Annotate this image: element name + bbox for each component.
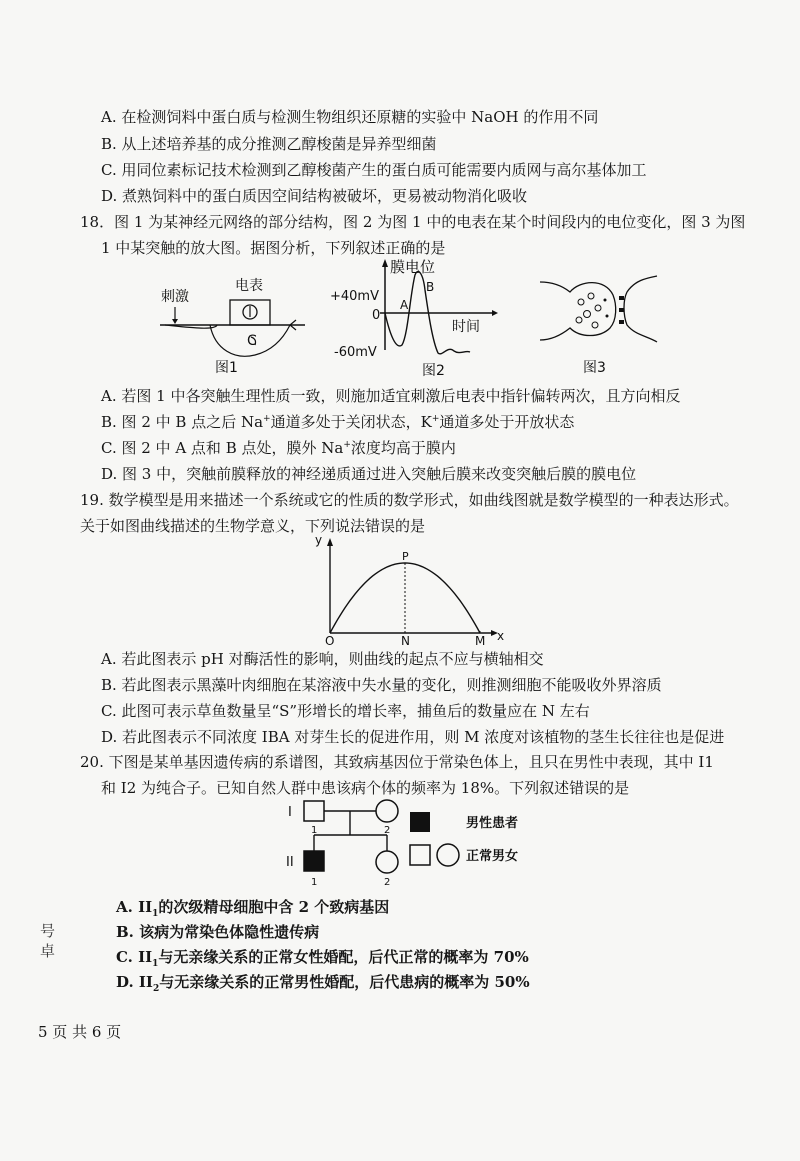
legend-normal-label: 正常男女 <box>466 849 519 864</box>
chart-x-tick-n: N <box>401 634 410 648</box>
pedigree-i2-num: 2 <box>384 825 391 836</box>
q18-option-c: C. 图 2 中 A 点和 B 点处，膜外 Na+浓度均高于膜内 <box>101 439 456 457</box>
fig2-point-b: B <box>426 280 435 294</box>
page-footer: 5 页 共 6 页 <box>38 1023 122 1041</box>
fig1-label-meter: 电表 <box>235 278 263 294</box>
chart-origin-label: O <box>325 634 335 648</box>
q18-option-a: A. 若图 1 中各突触生理性质一致，则施加适宜刺激后电表中指针偏转两次，且方向相反 <box>101 387 681 405</box>
margin-char-1: 号 <box>40 922 56 940</box>
fig3-caption: 图3 <box>583 360 606 376</box>
chart-peak-label: P <box>402 550 409 563</box>
fig2-point-a: A <box>400 298 409 312</box>
q19-curve-chart <box>305 528 510 646</box>
q19-stem-line1: 19. 数学模型是用来描述一个系统或它的性质的数学形式，如曲线图就是数学模型的一种表达形式。 <box>80 491 739 509</box>
fig2-y-top: +40mV <box>330 289 379 304</box>
q17-option-d: D. 煮熟饲料中的蛋白质因空间结构被破坏，更易被动物消化吸收 <box>101 187 528 205</box>
figure-3-synapse <box>535 270 660 380</box>
q18-stem-line1: 18．图 1 为某神经元网络的部分结构，图 2 为图 1 中的电表在某个时间段内的电位变化，图 3 为图 <box>80 213 746 231</box>
q20-option-a: A. $II_1$的次级精母细胞中含 2 个致病基因 <box>116 898 390 919</box>
pedigree-ii2-num: 2 <box>384 877 391 888</box>
q19-option-a: A. 若此图表示 pH 对酶活性的影响，则曲线的起点不应与横轴相交 <box>101 650 544 668</box>
q17-option-b: B. 从上述培养基的成分推测乙醇梭菌是异养型细菌 <box>101 135 437 153</box>
pedigree-ii2-female-normal <box>376 851 398 873</box>
q20-option-c: C. $II_1$与无亲缘关系的正常女性婚配，后代正常的概率为 70% <box>116 948 529 969</box>
legend-affected-symbol <box>410 812 430 832</box>
chart-y-label: y <box>315 533 323 547</box>
chart-series-curve <box>330 563 480 633</box>
q20-option-b: B. 该病为常染色体隐性遗传病 <box>116 923 320 941</box>
fig2-x-title: 时间 <box>452 319 480 335</box>
q17-option-a: A. 在检测饲料中蛋白质与检测生物组织还原糖的实验中 NaOH 的作用不同 <box>101 108 599 126</box>
fig2-y-title: 膜电位 <box>390 258 436 276</box>
fig2-caption: 图2 <box>422 363 445 379</box>
q18-option-b: B. 图 2 中 B 点之后 Na+通道多处于关闭状态，K+通道多处于开放状态 <box>101 413 575 431</box>
legend-normal-male-symbol <box>410 845 430 865</box>
pedigree-i1-male-normal <box>304 801 324 821</box>
q19-option-d: D. 若此图表示不同浓度 IBA 对芽生长的促进作用，则 M 浓度对该植物的茎生长往往也是促进 <box>101 728 725 746</box>
q17-option-c: C. 用同位素标记技术检测到乙醇梭菌产生的蛋白质可能需要内质网与高尔基体加工 <box>101 161 647 179</box>
q20-pedigree <box>280 795 550 895</box>
chart-x-label: x <box>497 629 505 643</box>
legend-normal-female-symbol <box>437 844 459 866</box>
pedigree-ii1-num: 1 <box>311 877 318 888</box>
figure-2-membrane-potential <box>330 255 505 380</box>
pedigree-i2-female-normal <box>376 800 398 822</box>
fig1-caption: 图1 <box>215 360 238 376</box>
q20-stem-line1: 20. 下图是某单基因遗传病的系谱图，其致病基因位于常染色体上，且只在男性中表现，其中 I1 <box>80 753 714 771</box>
q18-stem-line2: 1 中某突触的放大图。据图分析，下列叙述正确的是 <box>101 239 446 257</box>
fig1-label-stimulus: 刺激 <box>161 289 189 305</box>
q18-option-d: D. 图 3 中，突触前膜释放的神经递质通过进入突触后膜来改变突触后膜的膜电位 <box>101 465 637 483</box>
q20-option-d: D. $II_2$与无亲缘关系的正常男性婚配，后代患病的概率为 50% <box>116 973 530 994</box>
pedigree-i1-num: 1 <box>311 825 318 836</box>
q19-option-c: C. 此图可表示草鱼数量呈“S”形增长的增长率，捕鱼后的数量应在 N 左右 <box>101 702 590 720</box>
pedigree-gen-1: I <box>288 805 292 820</box>
q20-stem-line2: 和 I2 为纯合子。已知自然人群中患该病个体的频率为 18%。下列叙述错误的是 <box>101 779 630 797</box>
q19-option-b: B. 若此图表示黑藻叶肉细胞在某溶液中失水量的变化，则推测细胞不能吸收外界溶质 <box>101 676 662 694</box>
chart-x-tick-m: M <box>475 634 486 648</box>
fig2-y-bottom: -60mV <box>334 345 377 360</box>
legend-affected-label: 男性患者 <box>466 816 519 831</box>
fig2-y-zero: 0 <box>372 308 381 323</box>
pedigree-gen-2: II <box>286 855 294 870</box>
pedigree-ii1-male-affected <box>304 851 324 871</box>
margin-char-2: 卓 <box>40 942 56 960</box>
figure-1-neuron-network <box>155 275 315 375</box>
q19-stem-line2: 关于如图曲线描述的生物学意义，下列说法错误的是 <box>80 517 426 535</box>
fig1-label-c: C <box>247 333 257 349</box>
